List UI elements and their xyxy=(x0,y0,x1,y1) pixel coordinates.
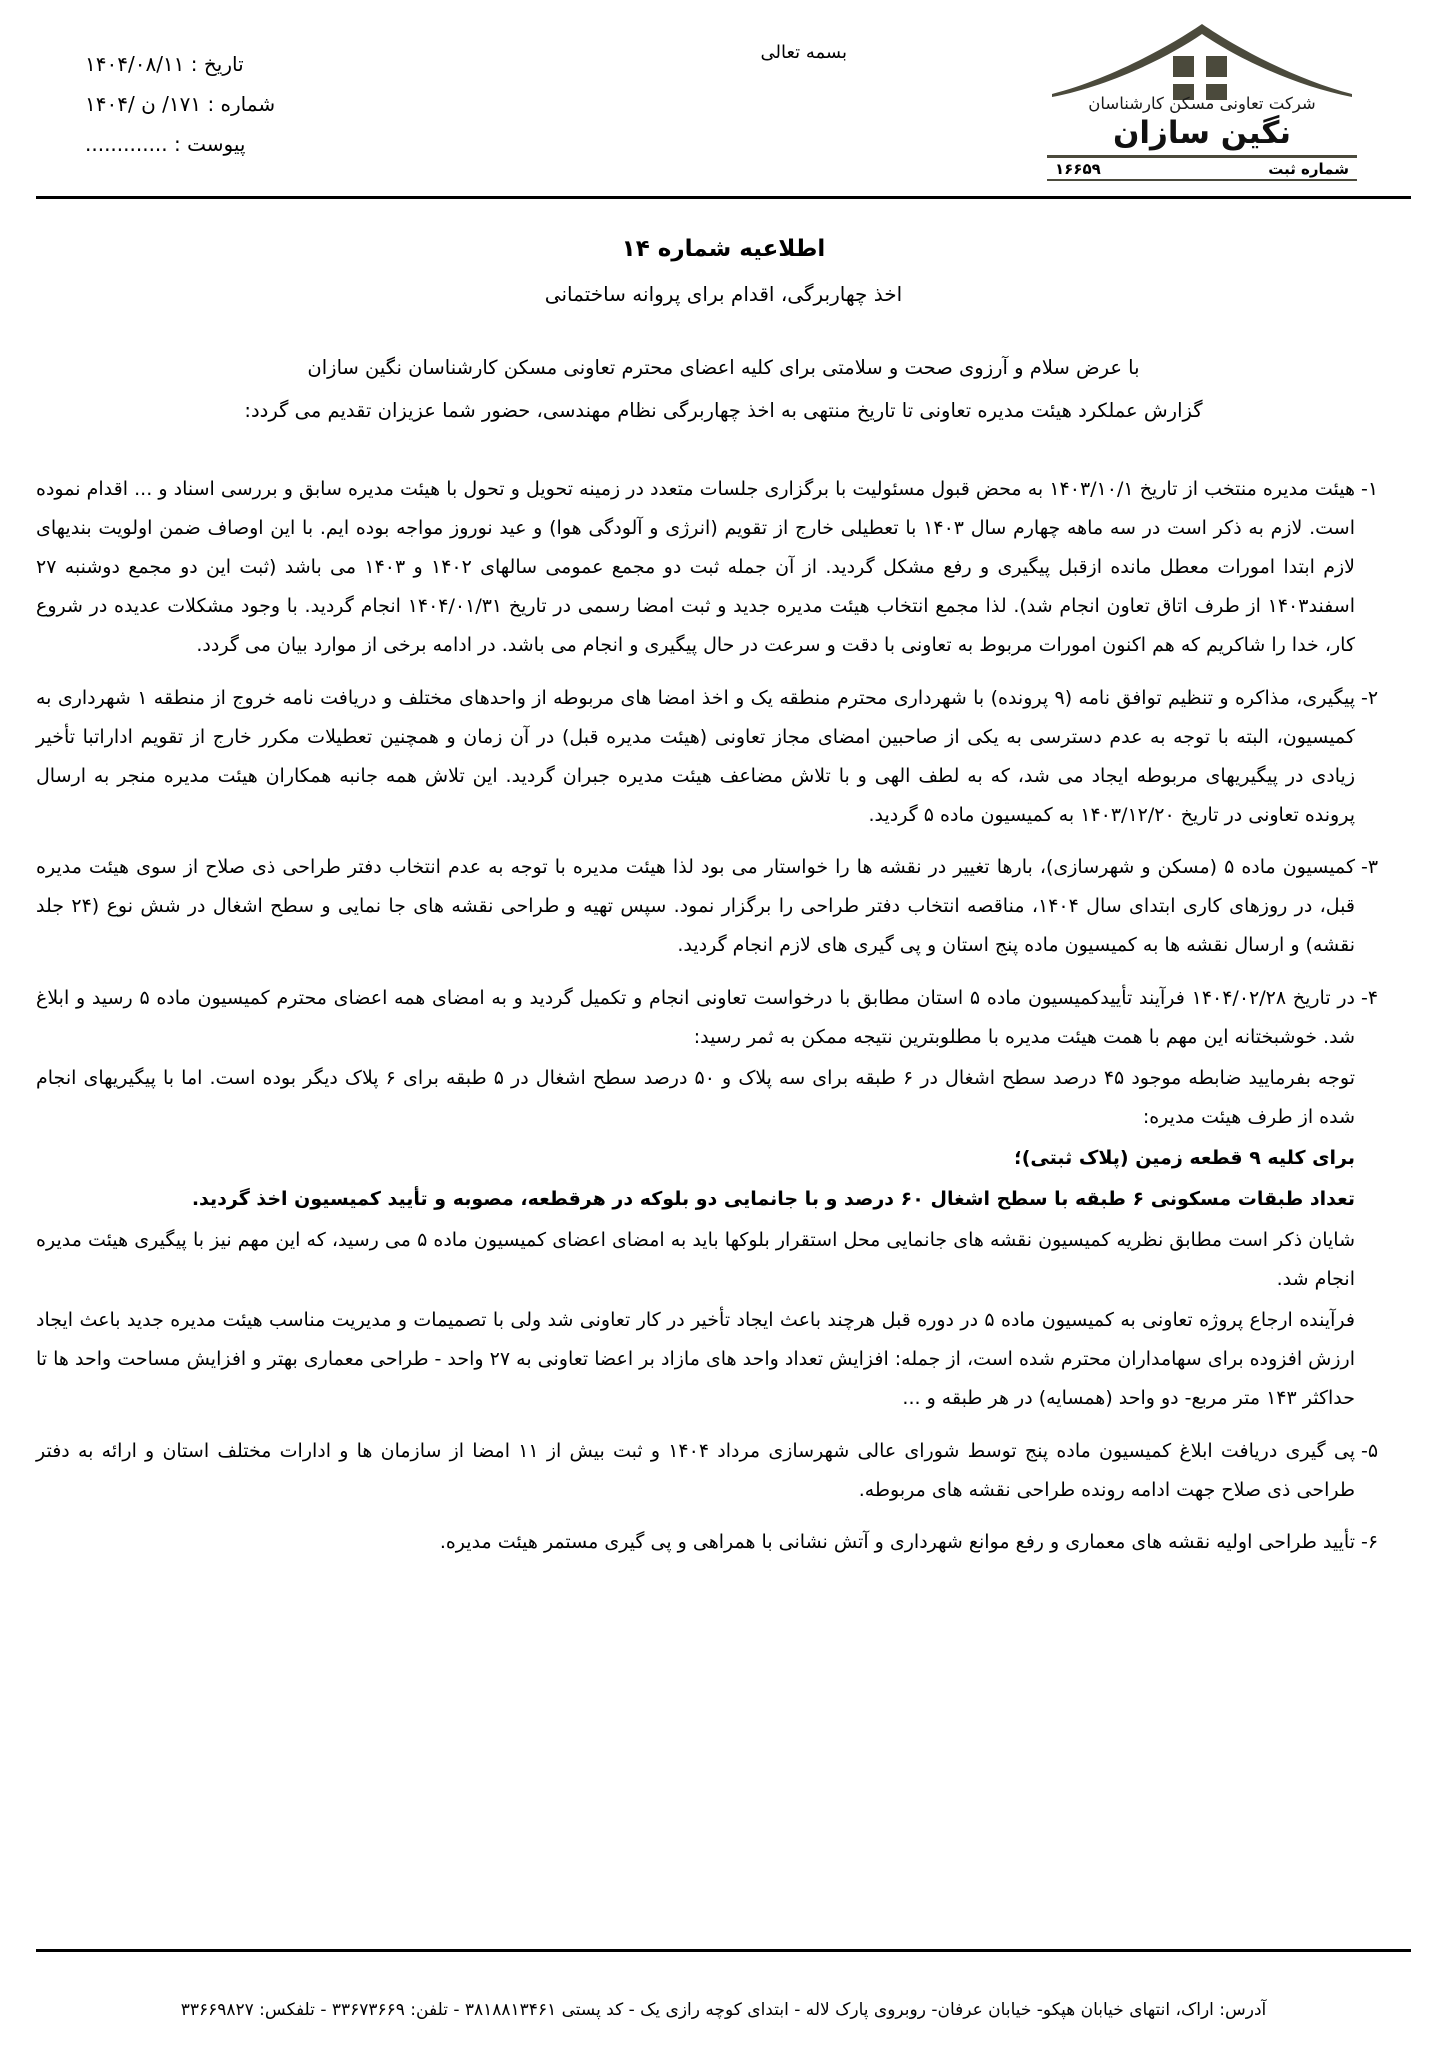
registration-bar xyxy=(1047,155,1357,181)
registration-label: شماره ثبت xyxy=(1268,159,1349,178)
item-bold-statement: تعداد طبقات مسکونی ۶ طبقه با سطح اشغال ۶۰ درصد و با جانمایی دو بلوکه در هرقطعه، مصوبه و تأیید کمیسیون اخذ گردید. xyxy=(191,1187,1355,1210)
list-item xyxy=(36,679,1411,835)
page-title: اطلاعیه شماره ۱۴ xyxy=(621,236,826,262)
footer-divider xyxy=(36,1949,1411,1952)
registration-number: ۱۶۶۵۹ xyxy=(1055,159,1101,178)
footer-address xyxy=(36,1994,1411,2026)
item-bold-statement: برای کلیه ۹ قطعه زمین (پلاک ثبتی)؛ xyxy=(1014,1147,1355,1169)
header-divider xyxy=(36,196,1411,199)
brand-name: نگین سازان xyxy=(1112,115,1292,151)
item-paragraph: کمیسیون ماده ۵ (مسکن و شهرسازی)، بارها تغییر در نقشه ها را خواستار می بود لذا هیئت مدیره با توجه به عدم انتخاب دفتر طراحی ذی صلاح از سوی هیئت مدیره قبل، در روزهای کاری ابتدای سال ۱۴۰۴، مناقصه انتخاب دفتر طراحی را برگزار نمود. سپس تهیه و طراحی نقشه های جا نمایی و سطح اشغال در شش نوع (۲۴ جلد نقشه) و ارسال نقشه ها به کمیسیون ماده پنج استان و پی گیری های لازم انجام گردید. xyxy=(36,856,1355,957)
item-paragraph: تأیید طراحی اولیه نقشه های معماری و رفع موانع شهرداری و آتش نشانی با همراهی و پی گیری مستمر هیئت مدیره. xyxy=(439,1531,1355,1554)
list-item xyxy=(36,979,1411,1417)
bismillah-text: بسمه تعالی xyxy=(760,42,847,63)
page-subtitle: اخذ چهاربرگی، اقدام برای پروانه ساختمانی xyxy=(544,282,903,306)
company-name-line: شرکت تعاونی مسکن کارشناسان xyxy=(1088,94,1316,113)
item-marker: ۴- xyxy=(1361,987,1379,1010)
list-item xyxy=(36,470,1411,665)
item-paragraph: پی گیری دریافت ابلاغ کمیسیون ماده پنج توسط شورای عالی شهرسازی مرداد ۱۴۰۴ و ثبت بیش از ۱۱ امضا از سازمان ها و ادارات مختلف استان و ارائه به دفتر طراحی ذی صلاح جهت ادامه رونده طراحی نقشه های مربوطه. xyxy=(36,1439,1355,1501)
intro-line-1: با عرض سلام و آرزوی صحت و سلامتی برای کلیه اعضای محترم تعاونی مسکن کارشناسان نگین سازان xyxy=(307,356,1140,379)
header-meta-block xyxy=(85,44,275,164)
list-item xyxy=(36,1432,1411,1510)
item-marker: ۱- xyxy=(1361,478,1379,500)
company-logo-block xyxy=(1047,18,1357,181)
list-item xyxy=(36,1523,1411,1562)
attachment-field: پیوست : ............. xyxy=(85,132,246,156)
item-marker: ۶- xyxy=(1361,1531,1379,1554)
date-field: تاریخ : ۱۴۰۴/۰۸/۱۱ xyxy=(85,52,244,76)
item-marker: ۲- xyxy=(1361,686,1379,709)
numbered-items-list xyxy=(36,470,1411,1562)
footer-address-line: آدرس: اراک، انتهای خیابان هپکو- خیابان عرفان- روبروی پارک لاله - ابتدای کوچه رازی یک - کد پستی ۳۸۱۸۸۱۳۴۶۱ - تلفن: ۳۳۶۷۳۶۶۹ - تلفکس: ۳۳۶۶۹۸۲۷ xyxy=(180,1999,1267,2020)
item-marker: ۵- xyxy=(1361,1439,1379,1462)
item-paragraph: توجه بفرمایید ضابطه موجود ۴۵ درصد سطح اشغال در ۶ طبقه برای سه پلاک و ۵۰ درصد سطح اشغال در ۵ طبقه برای ۶ پلاک دیگر بوده است. اما با پیگیریهای انجام شده از طرف هیئت مدیره: xyxy=(36,1067,1355,1129)
number-field: شماره : ۱۷۱/ ن /۱۴۰۴ xyxy=(85,92,276,116)
item-paragraph: پیگیری، مذاکره و تنظیم توافق نامه (۹ پرونده) با شهرداری محترم منطقه یک و اخذ امضا های مربوطه از واحدهای مختلف و دریافت نامه خروج از منطقه ۱ شهرداری به کمیسیون، البته با توجه به عدم دسترسی به یکی از صاحبین امضای مجاز تعاونی (هیئت مدیره قبل) در آن زمان و همچنین تعطیلات مکرر خارج از تقویم اداراتبا تأخیر زیادی در پیگیریهای مربوطه ایجاد می شد، که به لطف الهی و با تلاش مضاعف هیئت مدیره جبران گردید. این تلاش همه جانبه همکاران هیئت مدیره منجر به ارسال پرونده تعاونی در تاریخ ۱۴۰۳/۱۲/۲۰ به کمیسیون ماده ۵ گردید. xyxy=(36,686,1355,826)
intro-line-2: گزارش عملکرد هیئت مدیره تعاونی تا تاریخ منتهی به اخذ چهاربرگی نظام مهندسی، حضور شما عزیزان تقدیم می گردد: xyxy=(244,399,1203,422)
item-paragraph: شایان ذکر است مطابق نظریه کمیسیون نقشه های جانمایی محل استقرار بلوکها باید به امضای اعضای کمیسیون ماده ۵ می رسید، که این مهم نیز با پیگیری هیئت مدیره انجام شد. xyxy=(36,1228,1355,1290)
item-paragraph: هیئت مدیره منتخب از تاریخ ۱۴۰۳/۱۰/۱ به محض قبول مسئولیت با برگزاری جلسات متعدد در زمینه تحویل و تحول با هیئت مدیره سابق و بررسی اسناد و ... اقدام نموده است. لازم به ذکر است در سه ماهه چهارم سال ۱۴۰۳ با تعطیلی خارج از تقویم (انرژی و آلودگی هوا) و عید نوروز مواجه بوده ایم. با این اوصاف ضمن اولویت بندیهای لازم ابتدا امورات معطل مانده ازقبل پیگیری و رفع مشکل گردید. از آن جمله ثبت دو مجمع عمومی سالهای ۱۴۰۲ و ۱۴۰۳ می باشد (ثبت این دو مجمع دوشنبه ۲۷ اسفند۱۴۰۳ از طرف اتاق تعاون انجام شد). لذا مجمع انتخاب هیئت مدیره جدید و ثبت امضا رسمی در تاریخ ۱۴۰۴/۰۱/۳۱ انجام گردید. با وجود مشکلات عدیده در شروع کار، خدا را شاکریم که هم اکنون امورات مربوط به تعاونی با دقت و سرعت در حال پیگیری و انجام می باشد. در ادامه برخی از موارد بیان می گردد. xyxy=(36,478,1356,656)
document-body xyxy=(36,212,1411,1928)
letterhead-header xyxy=(0,0,1447,190)
item-paragraph: فرآینده ارجاع پروژه تعاونی به کمیسیون ماده ۵ در دوره قبل هرچند باعث ایجاد تأخیر در کار تعاونی شد ولی با تصمیمات و مدیریت مناسب هیئت مدیره جدید باعث ایجاد ارزش افزوده برای سهامداران محترم شده است، از جمله: افزایش تعداد واحد های مازاد بر اعضا تعاونی به ۲۷ واحد - طراحی معماری بهتر و افزایش مساحت واحد ها تا حداکثر ۱۴۳ متر مربع- دو واحد (همسایه) در هر طبقه و ... xyxy=(36,1308,1356,1409)
list-item xyxy=(36,848,1411,965)
item-paragraph: در تاریخ ۱۴۰۴/۰۲/۲۸ فرآیند تأییدکمیسیون ماده ۵ استان مطابق با درخواست تعاونی انجام و تکمیل گردید و به امضای همه اعضای محترم کمیسیون ماده ۵ رسید و ابلاغ شد. خوشبختانه این مهم با همت هیئت مدیره با مطلوبترین نتیجه ممکن به ثمر رسید: xyxy=(36,987,1355,1049)
item-marker: ۳- xyxy=(1361,856,1379,879)
intro-block xyxy=(36,348,1411,430)
house-roof-logo-icon xyxy=(1047,18,1357,100)
